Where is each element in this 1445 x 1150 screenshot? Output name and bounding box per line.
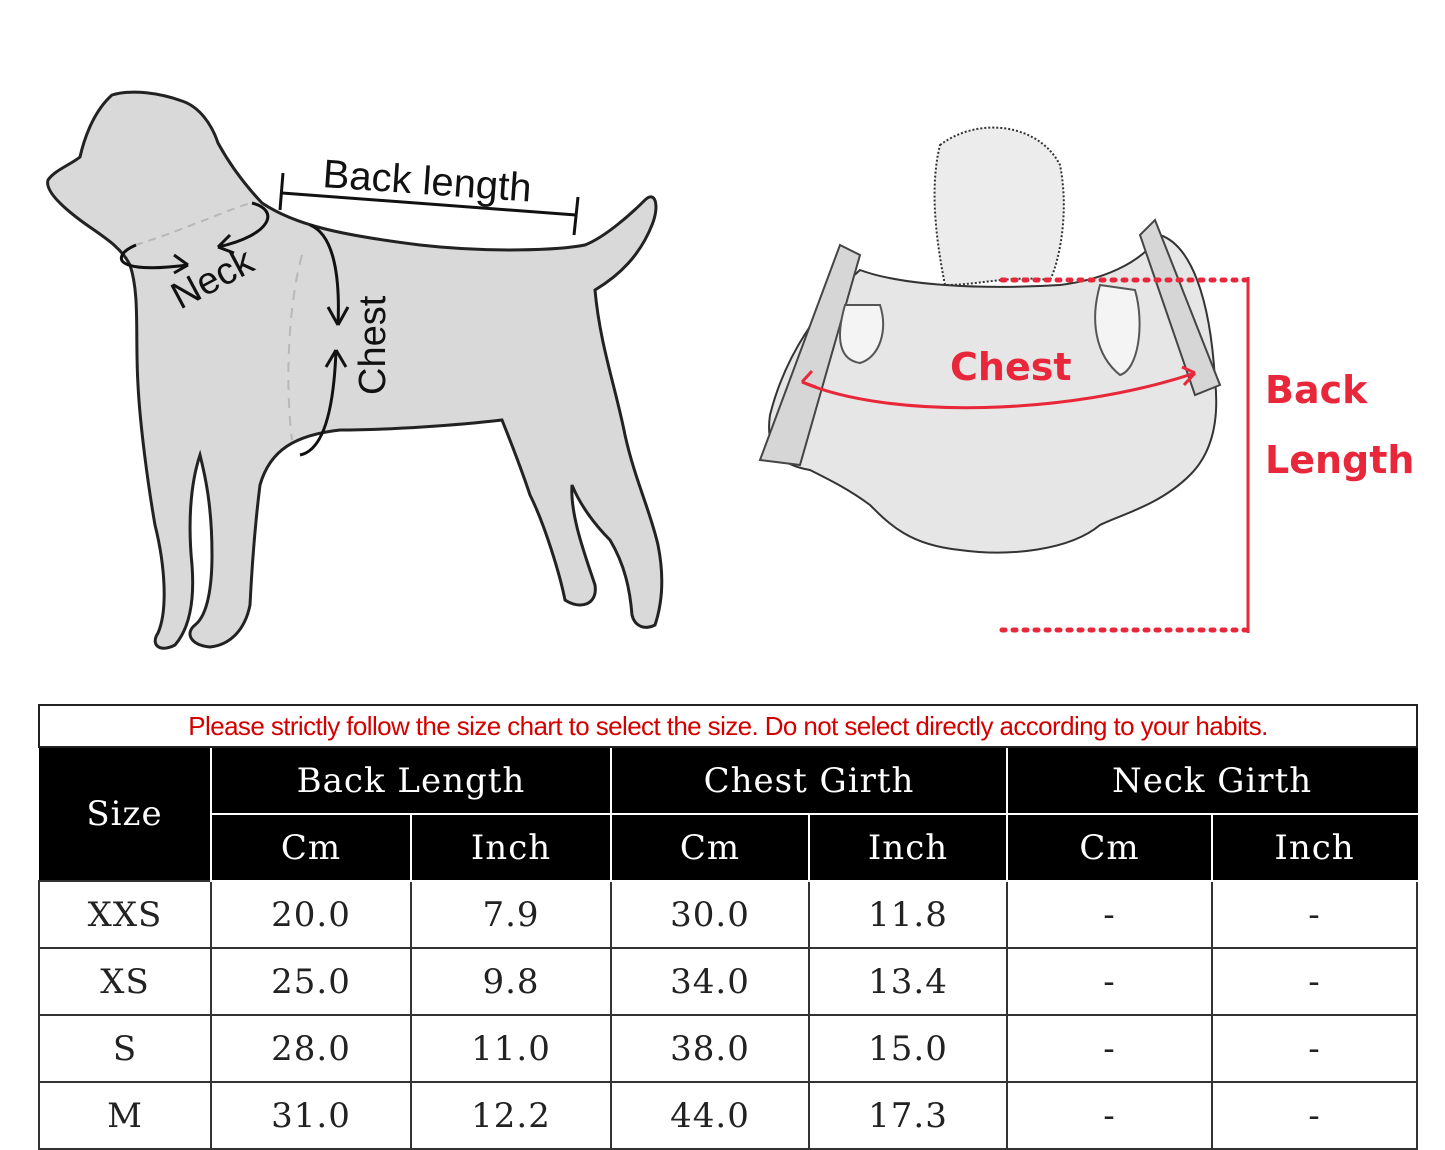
table-cell: 30.0 [611,881,809,948]
unit-header: Cm [211,814,411,881]
table-cell: 38.0 [611,1015,809,1082]
garment-back-label: Back [1265,368,1368,412]
table-cell: 17.3 [809,1082,1007,1149]
unit-header: Cm [1007,814,1212,881]
table-cell: 9.8 [411,948,611,1015]
size-header: Size [39,747,211,881]
unit-header: Inch [411,814,611,881]
back-length-label: Back length [321,152,533,211]
size-chart-table [38,704,1418,1150]
table-cell: 44.0 [611,1082,809,1149]
table-cell: - [1007,881,1212,948]
table-row [39,1015,1417,1082]
notice-row [39,705,1417,747]
size-cell: XS [39,948,211,1015]
table-cell: 34.0 [611,948,809,1015]
size-cell: S [39,1015,211,1082]
table-cell: 25.0 [211,948,411,1015]
dog-measurement-diagram [40,85,680,665]
table-cell: - [1212,881,1417,948]
table-row [39,1082,1417,1149]
size-cell: M [39,1082,211,1149]
table-row [39,948,1417,1015]
back-length-header: Back Length [211,747,611,814]
unit-header: Inch [809,814,1007,881]
garment-measurement-diagram [740,95,1420,655]
hood-outline [935,128,1064,285]
table-cell: 11.0 [411,1015,611,1082]
table-cell: 7.9 [411,881,611,948]
table-cell: 31.0 [211,1082,411,1149]
table-cell: 15.0 [809,1015,1007,1082]
table-cell: 28.0 [211,1015,411,1082]
header-unit-row [39,814,1417,881]
unit-header: Cm [611,814,809,881]
table-cell: 11.8 [809,881,1007,948]
table-cell: - [1212,948,1417,1015]
table-cell: 12.2 [411,1082,611,1149]
table-row [39,881,1417,948]
size-cell: XXS [39,881,211,948]
table-cell: - [1007,1015,1212,1082]
neck-girth-header: Neck Girth [1007,747,1417,814]
size-notice: Please strictly follow the size chart to select the size. Do not select directly according to your habits. [39,705,1417,747]
table-cell: 13.4 [809,948,1007,1015]
table-cell: - [1212,1015,1417,1082]
table-cell: - [1212,1082,1417,1149]
garment-length-label: Length [1265,438,1415,482]
neck-label: Neck [164,240,261,318]
header-group-row [39,747,1417,814]
table-cell: 20.0 [211,881,411,948]
garment-chest-label: Chest [950,345,1072,389]
table-cell: - [1007,1082,1212,1149]
table-cell: - [1007,948,1212,1015]
unit-header: Inch [1212,814,1417,881]
chest-girth-header: Chest Girth [611,747,1007,814]
chest-label: Chest [352,295,394,395]
